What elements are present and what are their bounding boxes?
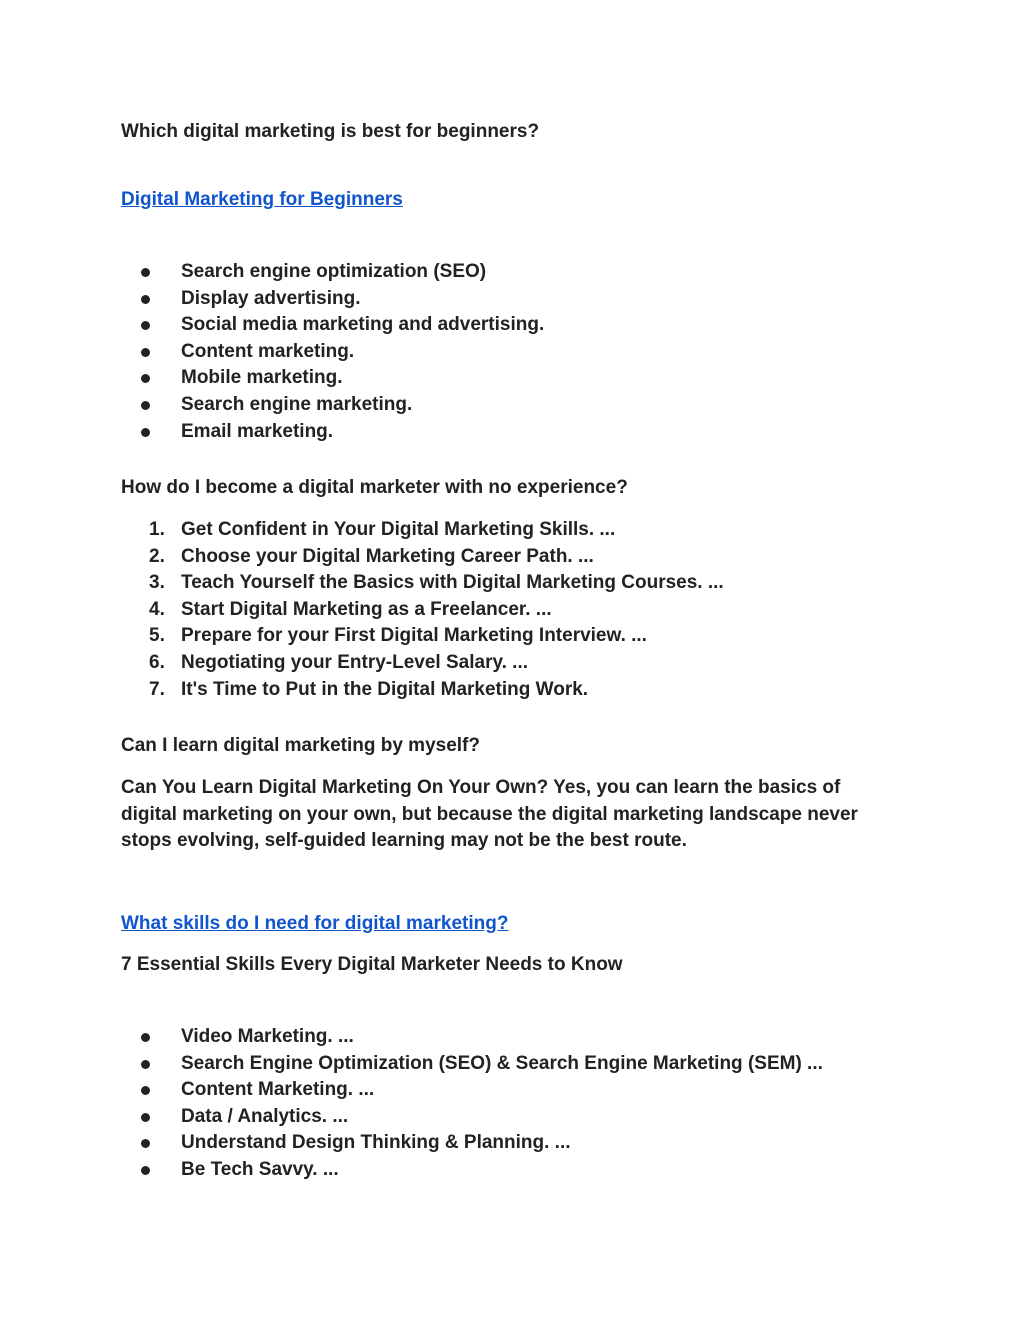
list-number: 3.	[149, 572, 165, 594]
list-item-text: Search Engine Optimization (SEO) & Search Engine Marketing (SEM) ...	[181, 1052, 823, 1074]
list-number: 1.	[149, 519, 165, 540]
paragraph-line: Can You Learn Digital Marketing On Your Own? Yes, you can learn the basics of	[121, 777, 841, 798]
list-item-text: Display advertising.	[181, 287, 361, 309]
list-item-text: Teach Yourself the Basics with Digital Marketing Courses. ...	[181, 572, 724, 594]
list-item-text: Understand Design Thinking & Planning. ...	[181, 1132, 571, 1154]
list-number: 4.	[149, 598, 165, 620]
bullet-icon	[141, 428, 150, 437]
bullet-icon	[141, 1060, 150, 1069]
list-item	[121, 1130, 921, 1157]
list-number: 5.	[149, 625, 165, 647]
list-item	[121, 650, 921, 677]
bullet-icon	[141, 348, 150, 357]
paragraph-line: digital marketing on your own, but because the digital marketing landscape never	[121, 803, 858, 825]
list-item	[121, 392, 921, 419]
list-item-text: Content marketing.	[181, 340, 355, 362]
bullet-icon	[141, 268, 150, 277]
bullet-icon	[141, 1086, 150, 1095]
question-heading-learn-myself: Can I learn digital marketing by myself?	[121, 735, 480, 756]
list-item	[121, 365, 921, 392]
bullet-icon	[141, 1033, 150, 1042]
steps-list	[121, 517, 921, 703]
list-item	[121, 570, 921, 597]
list-item-text: Mobile marketing.	[181, 367, 343, 389]
list-item-text: Social media marketing and advertising.	[181, 314, 545, 336]
list-item-text: Choose your Digital Marketing Career Path. ...	[181, 545, 594, 567]
list-number: 7.	[149, 678, 165, 700]
list-item	[121, 1077, 921, 1104]
list-item	[121, 1024, 921, 1051]
bullet-icon	[141, 401, 150, 410]
list-item	[121, 312, 921, 339]
list-item-text: Get Confident in Your Digital Marketing Skills. ...	[181, 519, 616, 540]
list-item	[121, 544, 921, 571]
digital-marketing-for-beginners-link[interactable]: Digital Marketing for Beginners	[121, 189, 403, 210]
list-item-text: Search engine optimization (SEO)	[181, 261, 487, 282]
list-item-text: It's Time to Put in the Digital Marketing Work.	[181, 678, 589, 700]
skills-needed-link[interactable]: What skills do I need for digital marketing?	[121, 913, 509, 934]
list-item	[121, 339, 921, 366]
list-item-text: Be Tech Savvy. ...	[181, 1158, 339, 1180]
list-item-text: Start Digital Marketing as a Freelancer. ...	[181, 598, 552, 620]
bullet-icon	[141, 374, 150, 383]
bullet-icon	[141, 321, 150, 330]
list-item	[121, 517, 921, 544]
list-item	[121, 597, 921, 624]
skills-subheading: 7 Essential Skills Every Digital Marketer Needs to Know	[121, 954, 623, 975]
link-container-2	[121, 911, 921, 938]
list-item	[121, 1104, 921, 1131]
list-item-text: Email marketing.	[181, 420, 334, 442]
list-item-text: Search engine marketing.	[181, 393, 413, 415]
list-item-text: Negotiating your Entry-Level Salary. ...	[181, 651, 529, 673]
bullet-icon	[141, 1113, 150, 1122]
answer-paragraph	[121, 775, 911, 855]
list-item	[121, 677, 921, 704]
skills-list	[121, 1024, 921, 1184]
bullet-icon	[141, 295, 150, 304]
list-item-text: Data / Analytics. ...	[181, 1105, 349, 1127]
paragraph-line: stops evolving, self-guided learning may not be the best route.	[121, 830, 687, 852]
list-item	[121, 1157, 921, 1184]
list-item	[121, 623, 921, 650]
question-heading-beginners: Which digital marketing is best for beginners?	[121, 121, 540, 142]
bullet-icon	[141, 1139, 150, 1148]
list-item-text: Video Marketing. ...	[181, 1026, 354, 1047]
list-number: 6.	[149, 651, 165, 673]
list-item	[121, 1051, 921, 1078]
link-container-1	[121, 187, 921, 214]
beginner-types-list	[121, 259, 921, 445]
bullet-icon	[141, 1166, 150, 1175]
list-item	[121, 259, 921, 286]
list-item-text: Prepare for your First Digital Marketing Interview. ...	[181, 625, 647, 647]
list-item	[121, 419, 921, 446]
question-heading-no-experience: How do I become a digital marketer with no experience?	[121, 477, 628, 498]
list-item-text: Content Marketing. ...	[181, 1079, 375, 1101]
list-number: 2.	[149, 545, 165, 567]
list-item	[121, 286, 921, 313]
